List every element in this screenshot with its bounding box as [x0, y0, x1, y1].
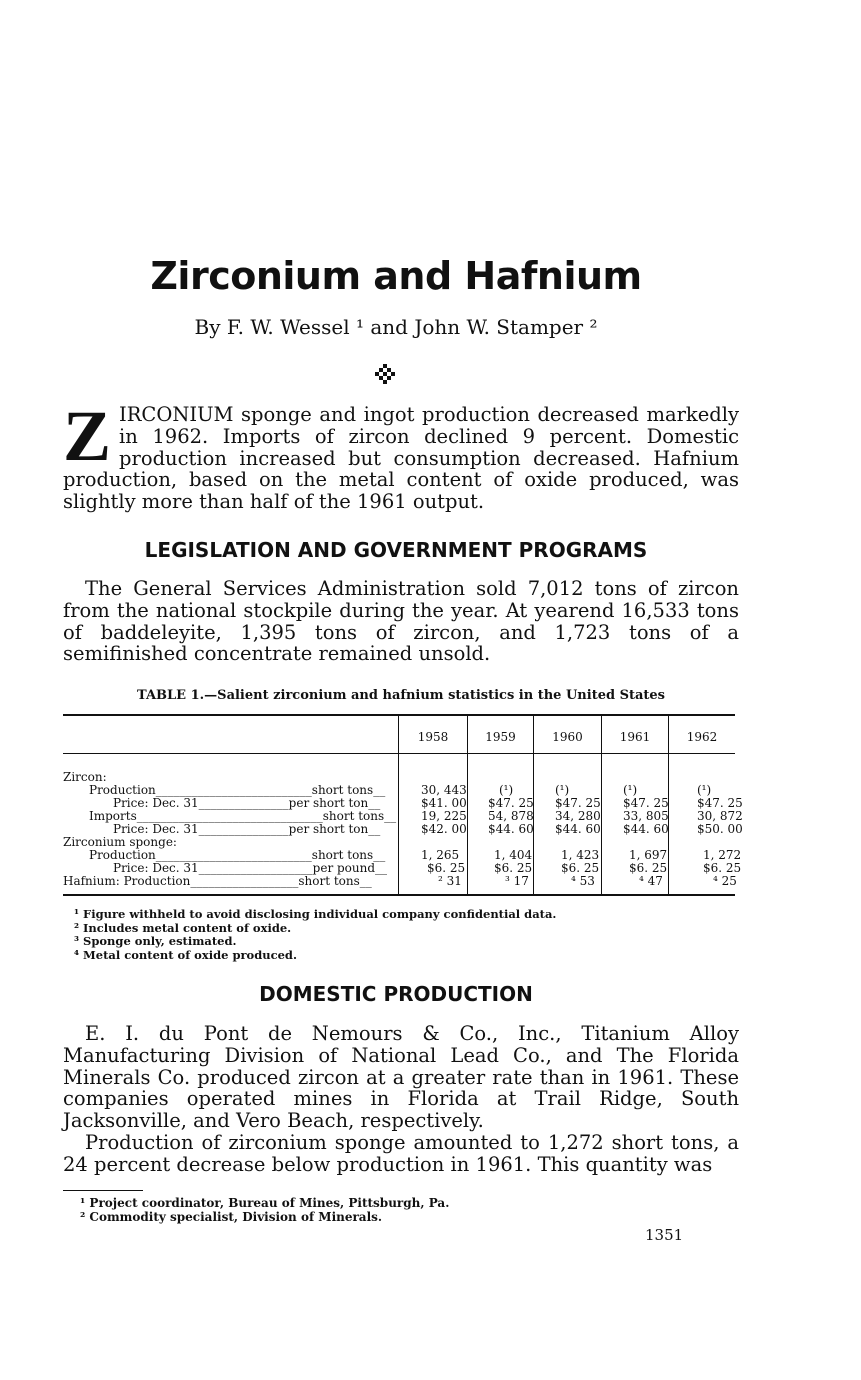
table-cell: $6. 25 [703, 861, 742, 875]
table-cell: $50. 00 [697, 822, 743, 836]
row-label: Hafnium: Production__________________short tons__ [63, 874, 372, 888]
footnote: ¹ Project coordinator, Bureau of Mines, Pittsburgh, Pa. [80, 1196, 450, 1210]
row-label: Zirconium sponge: [63, 835, 177, 849]
year-header: 1959 [485, 730, 516, 744]
table-note: ² Includes metal content of oxide. [74, 920, 292, 935]
byline: By F. W. Wessel ¹ and John W. Stamper ² [194, 315, 598, 339]
table-cell: 1, 265 [421, 848, 460, 862]
table-bottom-rule [63, 894, 735, 896]
table-cell: $41. 00 [421, 796, 467, 810]
table-cell: $47. 25 [623, 796, 669, 810]
row-label: Price: Dec. 31_______________per short ton__ [113, 796, 381, 810]
table-cell: $42. 00 [421, 822, 467, 836]
year-header: 1961 [619, 730, 651, 744]
table-cell: ⁴ 25 [713, 874, 737, 888]
year-header: 1960 [552, 730, 583, 744]
table-cell: (¹) [555, 783, 570, 797]
table-cell: ⁴ 53 [571, 874, 595, 888]
table-caption: TABLE 1.—Salient zirconium and hafnium statistics in the United States [137, 688, 665, 703]
row-label: Production__________________________short tons__ [89, 848, 386, 862]
table-cell: $6. 25 [494, 861, 533, 875]
table-cell: $44. 60 [623, 822, 669, 836]
domestic-heading: DOMESTIC PRODUCTION [259, 982, 533, 1006]
table-cell: $6. 25 [629, 861, 668, 875]
year-header: 1962 [686, 730, 718, 744]
table-cell: 30, 872 [697, 809, 743, 823]
table-cell: $6. 25 [561, 861, 600, 875]
domestic-paragraph: E. I. du Pont de Nemours & Co., Inc., Titanium Alloy Manufacturing Division of National Lead Co., and The Florida Minerals Co. produced zircon at a greater rate than in 1961. These companies operated mines in Florida at Trail Ridge, South Jacksonville, and Vero Beach, respectively. [63, 1022, 739, 1133]
table-cell: ² 31 [438, 874, 462, 888]
intro-paragraph [63, 396, 739, 514]
drop-cap: Z [63, 396, 112, 476]
year-header: 1958 [417, 730, 449, 744]
table-cell: $47. 25 [697, 796, 743, 810]
table-note: ⁴ Metal content of oxide produced. [74, 947, 297, 962]
table-cell: $47. 25 [555, 796, 601, 810]
table-cell: (¹) [499, 783, 514, 797]
table-cell: $44. 60 [488, 822, 534, 836]
table-cell: $47. 25 [488, 796, 534, 810]
header-rule [63, 753, 735, 754]
page-number: 1351 [645, 1226, 684, 1244]
table-cell: (¹) [623, 783, 638, 797]
row-label: Production__________________________short tons__ [89, 783, 386, 797]
table-cell: 1, 272 [703, 848, 742, 862]
table-cell: 1, 697 [629, 848, 668, 862]
table-note: ³ Sponge only, estimated. [74, 934, 237, 948]
table-cell: 1, 423 [561, 848, 600, 862]
domestic-paragraph-2: Production of zirconium sponge amounted to 1,272 short tons, a 24 percent decrease below production in 1961. This quantity was [63, 1131, 739, 1176]
table-cell: 33, 805 [623, 809, 669, 823]
row-label: Imports_______________________________short tons__ [89, 809, 397, 823]
legislation-heading: LEGISLATION AND GOVERNMENT PROGRAMS [144, 538, 648, 562]
row-label: Price: Dec. 31_______________per short ton__ [113, 822, 381, 836]
footnote: ² Commodity specialist, Division of Minerals. [80, 1210, 383, 1224]
table-top-rule [63, 714, 735, 716]
table-cell: $6. 25 [427, 861, 466, 875]
page-title: Zirconium and Hafnium [150, 254, 642, 298]
table-cell: 30, 443 [421, 783, 467, 797]
intro-text: IRCONIUM sponge and ingot production decreased markedly in 1962. Imports of zircon declined 9 percent. Domestic production increased but consumption decreased. Hafnium production, based on the metal content of oxide produced, was slightly more than half of the 1961 output. [63, 403, 739, 514]
table-cell: ³ 17 [505, 874, 529, 888]
table-notes [74, 908, 556, 962]
table-cell: 1, 404 [494, 848, 533, 862]
row-label: Zircon: [63, 770, 107, 784]
table-cell: 19, 225 [421, 809, 467, 823]
legislation-paragraph: The General Services Administration sold 7,012 tons of zircon from the national stockpile during the year. At yearend 16,533 tons of baddeleyite, 1,395 tons of zircon, and 1,723 tons of a semifinished concentrate remained unsold. [63, 577, 739, 666]
footnote-rule [63, 1190, 143, 1191]
table-cell: (¹) [697, 783, 712, 797]
table-note: ¹ Figure withheld to avoid disclosing individual company confidential data. [74, 907, 557, 921]
table-cell: $44. 60 [555, 822, 601, 836]
footnotes [80, 1196, 449, 1224]
table-cell: 34, 280 [555, 809, 601, 823]
table-cell: 54, 878 [488, 809, 534, 823]
row-label: Price: Dec. 31___________________per pound__ [113, 861, 388, 875]
ornament-icon [373, 362, 397, 386]
table-cell: ⁴ 47 [639, 874, 663, 888]
